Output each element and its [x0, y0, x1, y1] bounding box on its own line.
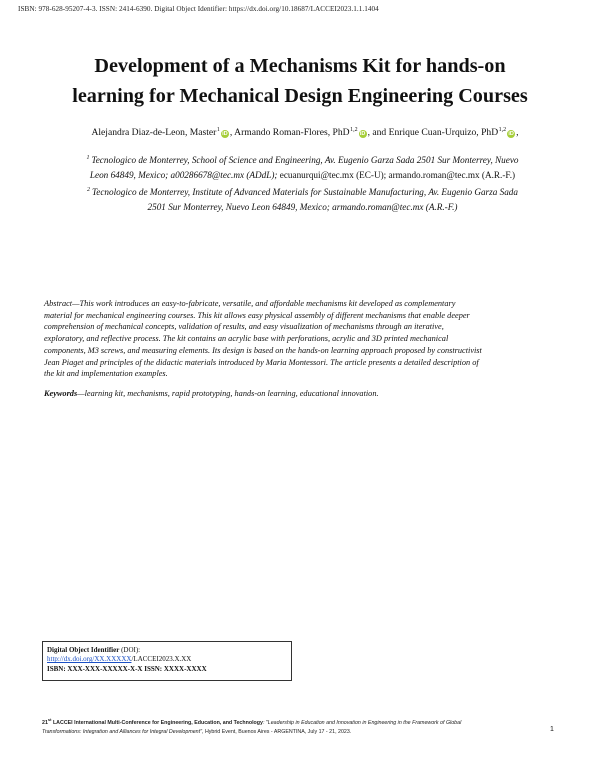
abstract-dash: —	[72, 299, 80, 308]
paper-title-line-1: Development of a Mechanisms Kit for hands-on	[94, 55, 506, 77]
affiliation-1-line-2	[40, 168, 565, 183]
abstract-line: material for mechanical engineering courses. This kit allows easy physical assembly of different mechanisms that enable deeper	[44, 310, 470, 320]
affiliation-emails: ecuanurqui@tec.mx (EC-U); armando.roman@tec.mx (A.R.-F.)	[279, 170, 516, 180]
footer-theme-part-2: Transformations: Integration and Alliances for Integral Development"	[42, 728, 202, 735]
abstract-line: exploratory, and reflective process. The kit contains an acrylic base with perforations, acrylic and 3D printed mechanical	[44, 334, 449, 344]
footer-event-details: , Hybrid Event, Buenos Aires - ARGENTINA, July 17 - 21, 2023.	[202, 728, 352, 735]
doi-link-suffix: /LACCEI2023.X.XX	[131, 655, 192, 664]
affiliation-2-line-2: 2501 Sur Monterrey, Nuevo Leon 64849, Mexico; armando.roman@tec.mx (A.R.-F.)	[147, 202, 458, 212]
affiliation-mark: 1	[86, 155, 90, 161]
conference-footer	[42, 716, 562, 736]
doi-link[interactable]: http://dx.doi.org/XX.XXXXX	[47, 655, 132, 664]
doi-label-suffix: (DOI):	[119, 646, 141, 654]
doi-label-line	[47, 646, 291, 655]
abstract	[44, 298, 556, 380]
author-affiliation-sup: 1	[216, 127, 220, 133]
author-name: Alejandra Diaz-de-Leon, Master	[91, 127, 217, 138]
orcid-icon[interactable]: iD	[222, 131, 228, 137]
author-affiliation-sup: 1,2	[350, 127, 358, 133]
paper-title	[40, 51, 560, 111]
header-isbn-line: ISBN: 978-628-95207-4-3. ISSN: 2414-6390. Digital Object Identifier: https://dx.doi.org/10.18687/LACCEI2023.1.1.1404	[18, 5, 379, 13]
author-affiliation-sup: 1,2	[498, 127, 507, 133]
keywords-text: —learning kit, mechanisms, rapid prototyping, hands-on learning, educational innovation.	[77, 389, 379, 398]
footer-ordinal-sup: st	[47, 717, 52, 722]
affiliation-text: Tecnologico de Monterrey, Institute of Advanced Materials for Sustainable Manufacturing, Av. Eugenio Garza Sada	[92, 187, 518, 197]
keywords-label: Keywords	[44, 389, 78, 398]
abstract-line: the kit and implementation examples.	[44, 369, 168, 379]
affiliation-mark: 2	[87, 187, 90, 193]
footer-ordinal: 21	[42, 719, 48, 726]
author-separator: ,	[516, 127, 519, 138]
orcid-icon[interactable]: iD	[508, 131, 514, 137]
affiliation-1-line-1	[40, 151, 565, 168]
abstract-line: Jean Piaget and principles of the didactic materials introduced by Maria Montessori. The article presents a detailed description of	[44, 357, 479, 367]
author-name: Armando Roman-Flores, PhD	[234, 127, 350, 138]
doi-box	[42, 641, 292, 681]
keywords	[44, 389, 556, 398]
author-list	[40, 127, 570, 138]
page-number: 1	[550, 726, 554, 733]
abstract-label: Abstract	[44, 299, 73, 308]
footer-theme-part-1: : "Leadership in Education and Innovation in Engineering in the Framework of Global	[262, 719, 462, 726]
doi-link-line	[47, 655, 291, 664]
affiliation-1	[40, 151, 565, 183]
isbn-issn-line: ISBN: XXX-XXX-XXXXX-X-X ISSN: XXXX-XXXX	[47, 664, 207, 673]
affiliation-2	[40, 183, 565, 215]
author-separator: , and	[367, 127, 389, 138]
abstract-line: comprehension of mechanical concepts, validation of results, and easy visualization of mechanisms through an iterative,	[44, 322, 444, 332]
author-separator: ,	[229, 127, 235, 138]
abstract-line: components, M3 screws, and measuring elements. Its design is based on the hands-on learning approach proposed by constructivist	[44, 345, 482, 355]
affiliation-text: Tecnologico de Monterrey, School of Science and Engineering, Av. Eugenio Garza Sada 2501 Sur Monterrey, Nuevo	[91, 155, 519, 165]
orcid-icon[interactable]: iD	[359, 131, 366, 137]
abstract-text: This work introduces an easy-to-fabricate, versatile, and affordable mechanisms kit developed as complementary	[79, 299, 456, 308]
footer-conference-name: LACCEI International Multi-Conference for Engineering, Education, and Technology	[51, 719, 263, 726]
abstract-line	[44, 298, 556, 310]
doi-label: Digital Object Identifier	[47, 646, 120, 654]
paper-title-line-2: learning for Mechanical Design Engineering Courses	[72, 85, 528, 107]
affiliation-2-line-1	[40, 183, 565, 200]
affiliation-text: Leon 64849, Mexico; a00286678@tec.mx (ADdL);	[89, 170, 278, 180]
author-name: Enrique Cuan-Urquizo, PhD	[388, 127, 499, 138]
